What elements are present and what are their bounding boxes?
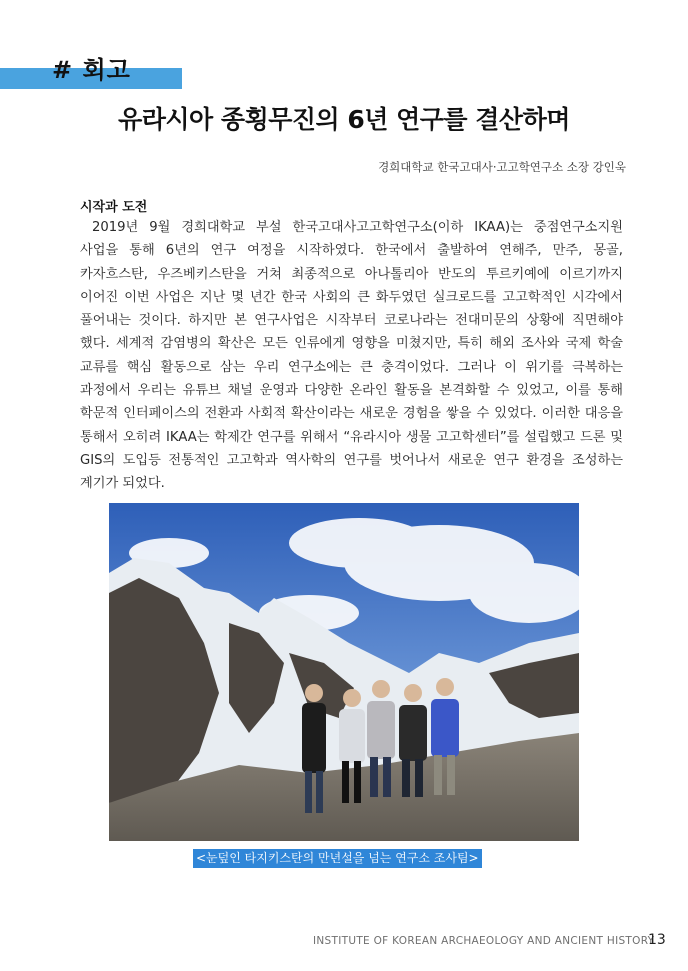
photo-caption: <눈덮인 타지키스탄의 만년설을 넘는 연구소 조사팀> [193, 849, 482, 868]
page-title: 유라시아 종횡무진의 6년 연구를 결산하며 [118, 105, 570, 134]
body-paragraph: 2019년 9월 경희대학교 부설 한국고대사고고학연구소(이하 IKAA)는 중점연구소지원 사업을 통해 6년의 연구 여정을 시작하였다. 한국에서 출발하여 연해주, 만주, 몽골, 카자흐스탄, 우즈베키스탄을 거쳐 최종적으로 아나톨리아 반도의 투르키예에 이르기까지 이어진 이번 사업은 지난 몇 년간 한국 사회의 큰 화두였던 실크로드를 고고학적인 시각에서 풀어내는 것이다. 하지만 본 연구사업은 시작부터 코로나라는 전대미문의 상황에 직면해야 했다. 세계적 감염병의 확산은 모든 인류에게 영향을 미쳤지만, 특히 해외 조사와 국제 학술 교류를 핵심 활동으로 삼는 우리 연구소에는 큰 충격이었다. 그러나 이 위기를 극복하는 과정에서 우리는 유튜브 채널 운영과 다양한 온라인 활동을 본격화할 수 있었고, 이를 통해 학문적 인터페이스의 전환과 사회적 확산이라는 새로운 경험을 쌓을 수 있었다. 이러한 대응을 통해서 오히려 IKAA는 학제간 연구를 위해서 “유라시아 생물 고고학센터”를 설립했고 드론 및 GIS의 도입등 전통적인 고고학과 역사학의 연구를 벗어나서 새로운 연구 환경을 조성하는 계기가 되었다. [80, 220, 623, 492]
section-subheading: 시작과 도전 [80, 200, 148, 215]
section-tag: # 회고 [52, 56, 131, 84]
footer-journal-name: INSTITUTE OF KOREAN ARCHAEOLOGY AND ANCIENT HISTORY [313, 935, 655, 947]
author-line: 경희대학교 한국고대사·고고학연구소 소장 강인욱 [378, 160, 626, 174]
expedition-team-photo [109, 503, 579, 841]
page-number: 13 [648, 932, 666, 948]
